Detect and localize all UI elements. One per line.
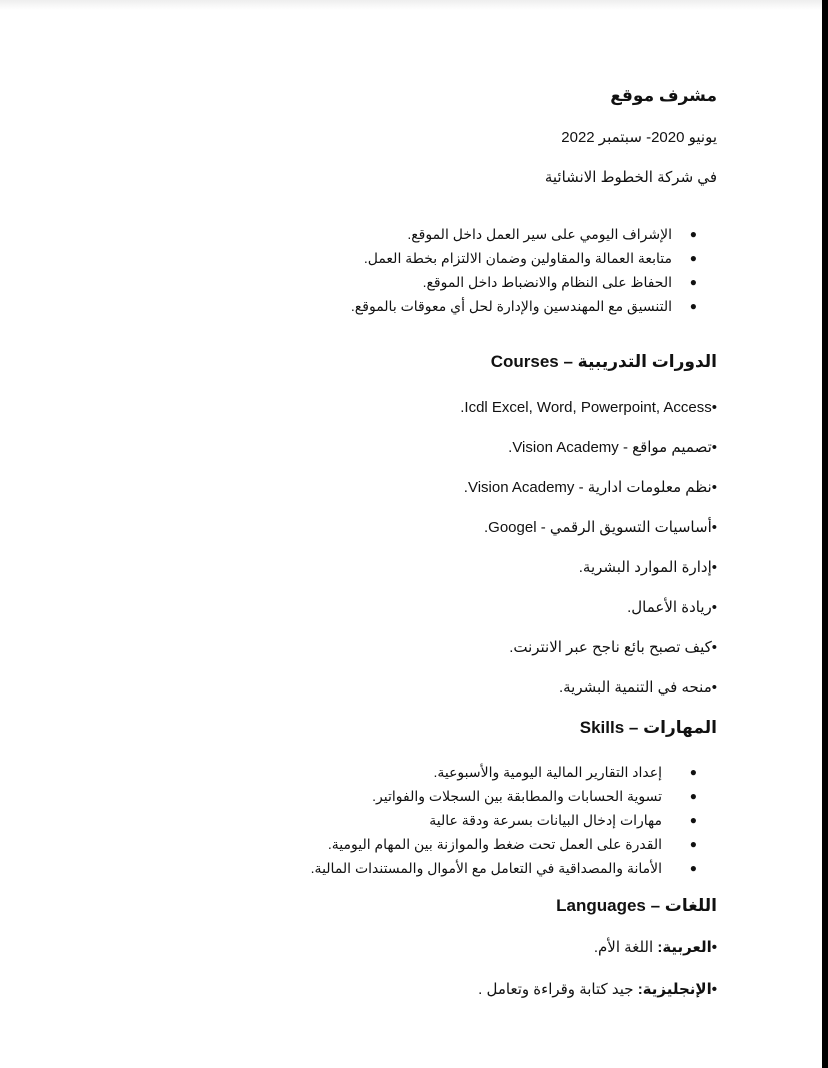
- bullet-icon: ●: [689, 227, 697, 241]
- list-item: ● تسوية الحسابات والمطابقة بين السجلات والفواتير.: [0, 784, 822, 808]
- languages-heading: اللغات – Languages: [556, 896, 717, 915]
- courses-heading: الدورات التدريبية – Courses: [490, 352, 717, 371]
- bullet-icon: ●: [689, 837, 697, 851]
- language-level: اللغة الأم.: [593, 939, 658, 956]
- language-item-arabic: [594, 938, 717, 958]
- list-item: ● الحفاظ على النظام والانضباط داخل الموقع.: [0, 270, 822, 294]
- course-item: •أساسيات التسويق الرقمي - Googel.: [484, 519, 717, 536]
- language-level: جيد كتابة وقراءة وتعامل .: [478, 981, 638, 998]
- bullet-icon: ●: [689, 299, 697, 313]
- language-item-english: [478, 980, 717, 1000]
- course-item: •منحه في التنمية البشرية.: [558, 679, 717, 696]
- language-name: •الإنجليزية:: [637, 981, 717, 998]
- list-item: ● إعداد التقارير المالية اليومية والأسبوعية.: [0, 760, 822, 784]
- course-item: •تصميم مواقع - Vision Academy.: [508, 439, 717, 456]
- course-item: •كيف تصبح بائع ناجح عبر الانترنت.: [509, 639, 717, 656]
- course-item: •إدارة الموارد البشرية.: [578, 559, 717, 576]
- job-title: مشرف موقع: [610, 86, 717, 105]
- course-item: •نظم معلومات ادارية - Vision Academy.: [463, 479, 717, 496]
- list-item: ● مهارات إدخال البيانات بسرعة ودقة عالية: [0, 808, 822, 832]
- language-name: •العربية:: [657, 939, 717, 956]
- skills-heading: المهارات – Skills: [579, 718, 717, 737]
- bullet-icon: ●: [689, 861, 697, 875]
- bullet-icon: ●: [689, 813, 697, 827]
- skills-list: [0, 760, 822, 880]
- job-company: في شركة الخطوط الانشائية: [544, 169, 717, 186]
- bullet-icon: ●: [689, 765, 697, 779]
- bullet-icon: ●: [689, 251, 697, 265]
- list-item: ● متابعة العمالة والمقاولين وضمان الالتزام بخطة العمل.: [0, 246, 822, 270]
- course-item: •Icdl Excel, Word, Powerpoint, Access.: [460, 399, 717, 416]
- course-item: •ريادة الأعمال.: [627, 599, 717, 616]
- job-duties-list: [0, 222, 822, 318]
- viewer-edge: [822, 0, 828, 1068]
- list-item: ● الإشراف اليومي على سير العمل داخل الموقع.: [0, 222, 822, 246]
- list-item: ● التنسيق مع المهندسين والإدارة لحل أي معوقات بالموقع.: [0, 294, 822, 318]
- bullet-icon: ●: [689, 789, 697, 803]
- job-period: يونيو 2020- سبتمبر 2022: [561, 129, 717, 146]
- bullet-icon: ●: [689, 275, 697, 289]
- list-item: ● القدرة على العمل تحت ضغط والموازنة بين المهام اليومية.: [0, 832, 822, 856]
- list-item: ● الأمانة والمصداقية في التعامل مع الأموال والمستندات المالية.: [0, 856, 822, 880]
